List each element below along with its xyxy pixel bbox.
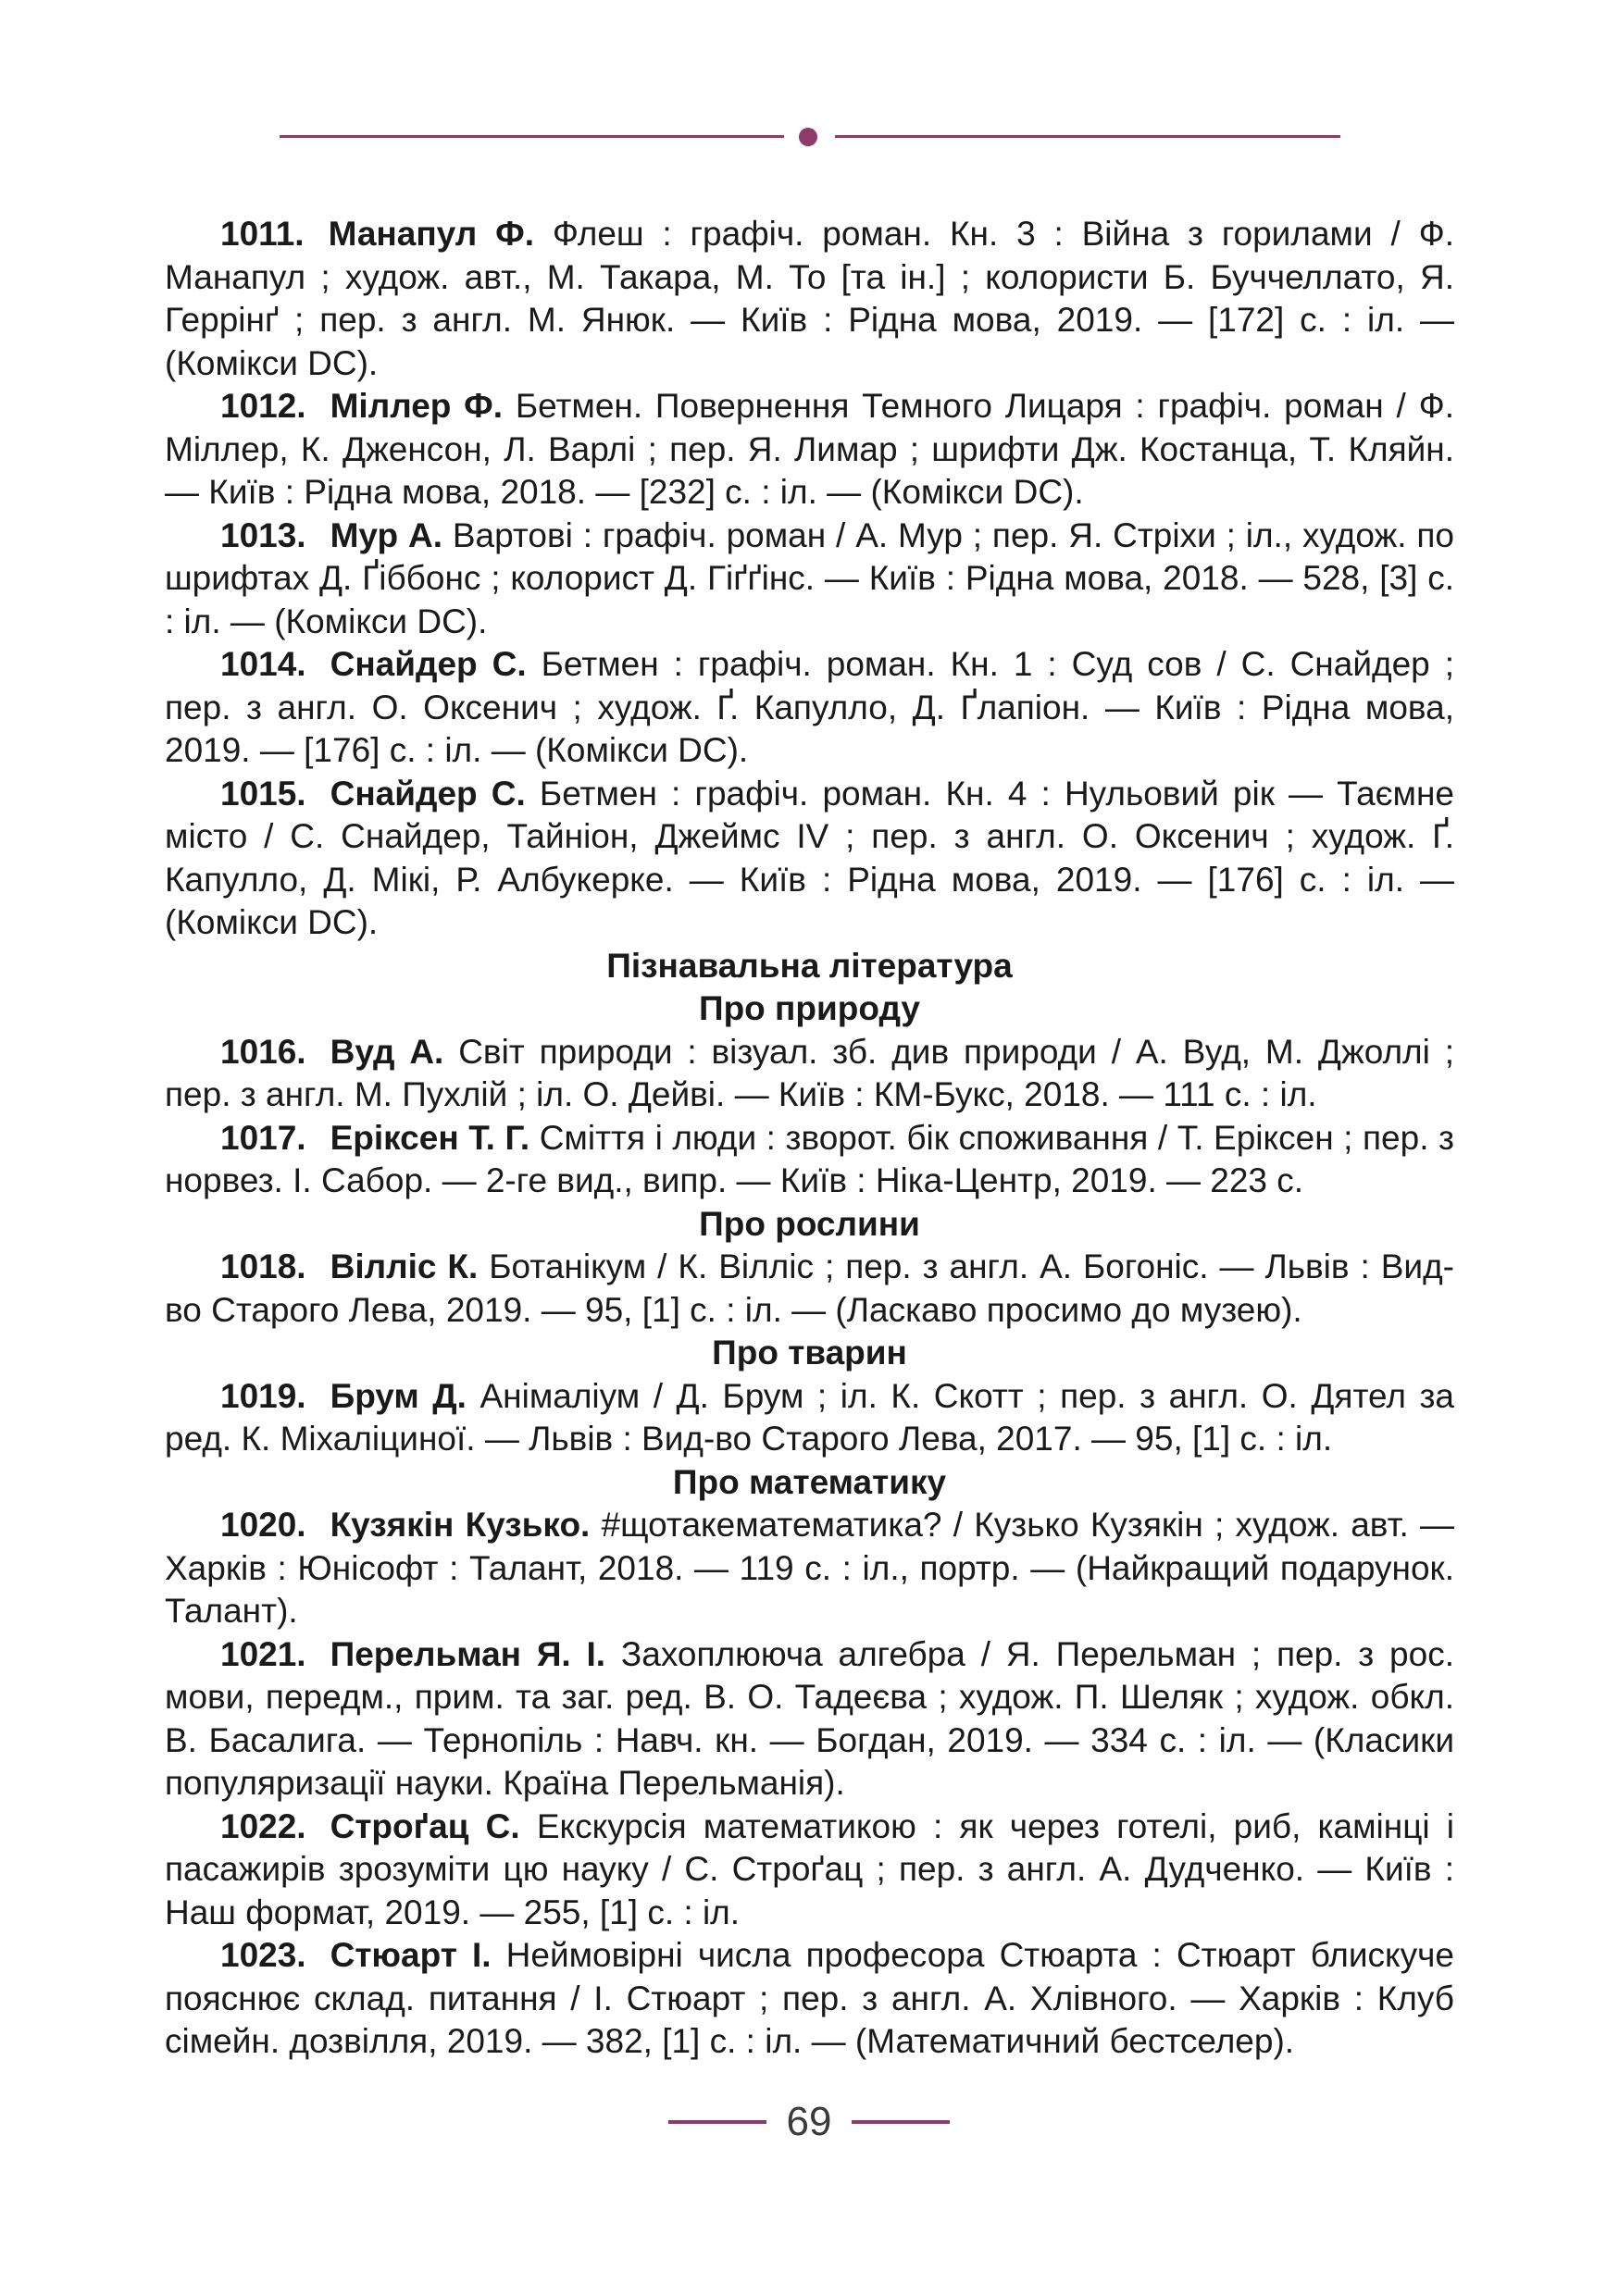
page-footer xyxy=(0,2099,1619,2145)
subsection-heading: Про математику xyxy=(672,1462,947,1501)
entry-author: Вілліс К. xyxy=(330,1247,479,1285)
bib-entry xyxy=(165,1633,1454,1806)
entry-number: 1013. xyxy=(220,515,306,554)
entry-author: Манапул Ф. xyxy=(328,215,534,253)
bib-entry xyxy=(165,643,1454,773)
entry-author: Снайдер С. xyxy=(330,645,527,683)
bib-entry xyxy=(165,1806,1454,1935)
entry-text: Вартові : графіч. роман / А. Мур ; пер. Я. Стріхи ; іл., худож. по шрифтах Д. Ґіббонс ; колорист Д. Гіґґінс. — Київ : Рідна мова, 2018. — 528, [3] с. : іл. — (Комікси DC). xyxy=(165,515,1455,640)
bib-entry xyxy=(165,385,1454,515)
entry-author: Снайдер С. xyxy=(330,774,526,813)
entry-number: 1018. xyxy=(220,1247,306,1285)
entry-text: Бетмен : графіч. роман. Кн. 4 : Нульовий рік — Таємне місто / С. Снайдер, Тайніон, Джеймс IV ; пер. з англ. О. Оксенич ; худож. Ґ. Капулло, Д. Мікі, Р. Албукерке. — Київ : Рідна мова, 2019. — [176] с. : іл. — (Комікси DC). xyxy=(165,774,1454,941)
top-rule-left xyxy=(280,135,784,138)
entry-author: Перельман Я. І. xyxy=(330,1634,606,1673)
bib-entry xyxy=(165,1934,1454,2064)
entry-author: Брум Д. xyxy=(330,1376,467,1415)
top-rule-right xyxy=(835,135,1340,138)
subsection-heading: Про тварин xyxy=(712,1334,907,1371)
entry-text: Ботанікум / К. Вілліс ; пер. з англ. А. Богоніс. — Львів : Вид-во Старого Лева, 2019. — 95, [1] с. : іл. — (Ласкаво просимо до музею). xyxy=(165,1247,1455,1329)
entry-number: 1019. xyxy=(220,1376,306,1415)
entry-author: Строґац С. xyxy=(330,1806,520,1845)
subsection-heading: Про природу xyxy=(698,989,920,1027)
entry-author: Мур А. xyxy=(330,515,442,554)
page-number: 69 xyxy=(786,2099,832,2144)
entry-number: 1021. xyxy=(220,1634,306,1673)
entry-number: 1014. xyxy=(220,645,306,683)
entry-author: Кузякін Кузько. xyxy=(330,1506,591,1544)
bib-entry xyxy=(165,1246,1454,1332)
entry-number: 1020. xyxy=(220,1506,306,1544)
entry-text: Захоплююча алгебра / Я. Перельман ; пер. з рос. мови, передм., прим. та заг. ред. В. О. Тадеєва ; худож. П. Шеляк ; худож. обкл. В. Басалига. — Тернопіль : Навч. кн. — Богдан, 2019. — 334 с. : іл. — (Класики популяризації науки. Країна Перельманія). xyxy=(165,1634,1454,1802)
subsection-heading: Про рослини xyxy=(699,1204,920,1243)
entry-number: 1023. xyxy=(220,1936,306,1974)
ornament-dot xyxy=(799,128,817,146)
entry-text: Бетмен : графіч. роман. Кн. 1 : Суд сов / С. Снайдер ; пер. з англ. О. Оксенич ; худож. Ґ. Капулло, Д. Ґлапіон. — Київ : Рідна мова, 2019. — [176] с. : іл. — (Комікси DC). xyxy=(165,645,1454,769)
bibliography-content xyxy=(165,213,1454,2064)
bib-entry xyxy=(165,1375,1454,1461)
entry-author: Еріксен Т. Г. xyxy=(330,1118,530,1157)
bib-entry xyxy=(165,213,1454,385)
bib-entry xyxy=(165,515,1454,644)
entry-text: Сміття і люди : зворот. бік споживання / Т. Еріксен ; пер. з норвез. І. Сабор. — 2-ге вид., випр. — Київ : Ніка-Центр, 2019. — 223 с. xyxy=(165,1118,1455,1199)
section-heading: Пізнавальна література xyxy=(606,946,1013,985)
entry-text: Анімаліум / Д. Брум ; іл. К. Скотт ; пер. з англ. О. Дятел за ред. К. Міхаліциної. — Львів : Вид-во Старого Лева, 2017. — 95, [1] с. : іл. xyxy=(165,1376,1454,1458)
entry-author: Стюарт І. xyxy=(330,1936,492,1974)
entry-number: 1022. xyxy=(220,1806,306,1845)
entry-author: Вуд А. xyxy=(330,1032,444,1071)
bib-entry xyxy=(165,1117,1454,1203)
entry-text: Світ природи : візуал. зб. див природи / А. Вуд, М. Джоллі ; пер. з англ. М. Пухлій ; іл. О. Дейві. — Київ : КМ-Букс, 2018. — 111 с. : іл. xyxy=(165,1032,1455,1113)
entry-number: 1016. xyxy=(220,1032,306,1071)
entry-number: 1012. xyxy=(220,387,306,425)
entry-number: 1015. xyxy=(220,774,306,813)
entry-text: Екскурсія математикою : як через готелі, риб, камінці і пасажирів зрозуміти цю науку / С. Строґац ; пер. з англ. А. Дудченко. — Київ : Наш формат, 2019. — 255, [1] с. : іл. xyxy=(165,1806,1454,1931)
entry-text: #щотакематематика? / Кузько Кузякін ; худож. авт. — Харків : Юнісофт : Талант, 2018. — 119 с. : іл., портр. — (Найкращий подарунок. Талант). xyxy=(165,1506,1454,1630)
entry-text: Бетмен. Повернення Темного Лицаря : графіч. роман / Ф. Міллер, К. Дженсон, Л. Варлі ; пер. Я. Лимар ; шрифти Дж. Костанца, Т. Кляйн. — Київ : Рідна мова, 2018. — [232] с. : іл. — (Комікси DC). xyxy=(165,387,1454,511)
entry-number: 1017. xyxy=(220,1118,306,1157)
footer-rule-right xyxy=(852,2120,950,2124)
entry-author: Міллер Ф. xyxy=(330,387,504,425)
bib-entry xyxy=(165,1031,1454,1117)
top-ornament xyxy=(280,128,1340,146)
footer-rule-left xyxy=(668,2120,766,2124)
bib-entry xyxy=(165,1504,1454,1633)
entry-number: 1011. xyxy=(220,215,305,253)
bib-entry xyxy=(165,773,1454,945)
entry-text: Неймовірні числа професора Стюарта : Стюарт блискуче пояснює склад. питання / І. Стюарт ; пер. з англ. А. Хлівного. — Харків : Клуб сімейн. дозвілля, 2019. — 382, [1] с. : іл. — (Математичний бестселер). xyxy=(165,1936,1455,2060)
entry-text: Флеш : графіч. роман. Кн. 3 : Війна з горилами / Ф. Манапул ; худож. авт., М. Такара, М. То [та ін.] ; колористи Б. Буччеллато, Я. Геррінґ ; пер. з англ. М. Янюк. — Київ : Рідна мова, 2019. — [172] с. : іл. — (Комікси DC). xyxy=(165,215,1454,382)
